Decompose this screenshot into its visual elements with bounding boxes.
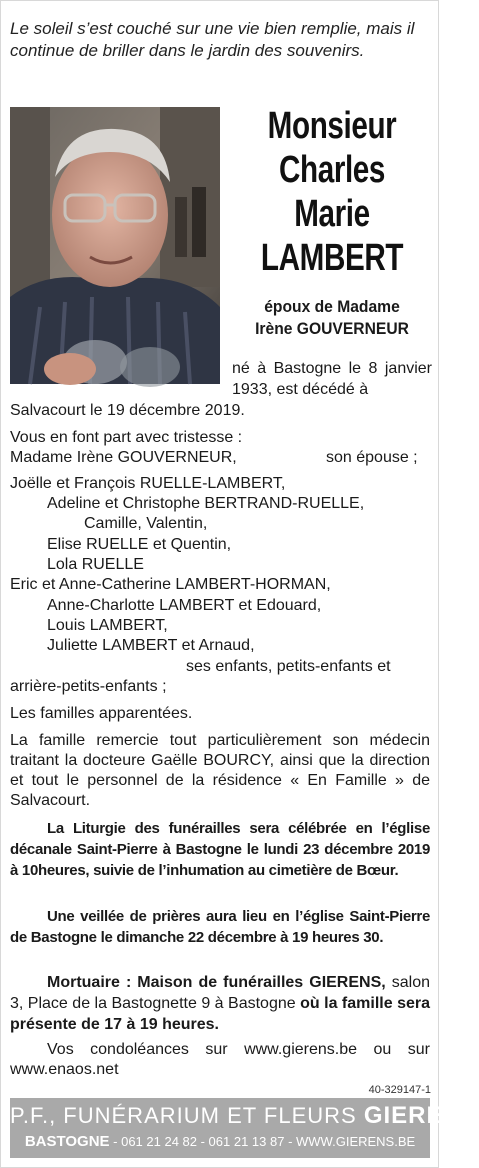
epigraph: Le soleil s’est couché sur une vie bien remplie, mais il continue de briller dans le jardin des souvenirs. (10, 19, 415, 60)
thanks: La famille remercie tout particulièrement son médecin traitant la docteure Gaëlle BOURCY, ainsi que la direction et tout le personnel de la résidence « En Famille » de Salvacourt. (10, 732, 430, 809)
liturgy: La Liturgie des funérailles sera célébrée en l’église décanale Saint-Pierre à Bastogne le lundi 23 décembre 2019 à 10heures, suivie de l’inhumation au cimetière de Bœur. (10, 820, 430, 879)
mortuary-label: Mortuaire : Maison de funérailles GIERENS, (47, 974, 386, 991)
funeral-home-banner (10, 1098, 479, 1158)
spouse-line-2: Irène GOUVERNEUR (255, 319, 409, 338)
family-member: Adeline et Christophe BERTRAND-RUELLE, (47, 495, 365, 512)
banner-contacts: - 061 21 24 82 - 061 21 13 87 - WWW.GIERENS.BE (109, 1134, 416, 1149)
portrait-photo (10, 107, 220, 384)
family-member: Louis LAMBERT, (47, 617, 168, 634)
mortuary (10, 972, 430, 1035)
family-member: Elise RUELLE et Quentin, (47, 536, 232, 553)
name-title: Monsieur (267, 105, 397, 147)
family-member: Lola RUELLE (47, 556, 144, 573)
death-place-date: Salvacourt le 19 décembre 2019. (10, 402, 245, 419)
deceased-name (230, 104, 434, 280)
banner-line-2 (10, 1132, 430, 1152)
banner-line-1 (10, 1102, 479, 1130)
family-member: Juliette LAMBERT et Arnaud, (47, 637, 255, 654)
reference-number: 40-329147-1 (368, 1084, 431, 1096)
name-first: Charles (278, 149, 386, 191)
banner-brand: GIERENS (363, 1102, 479, 1129)
name-middle: Marie (294, 193, 370, 235)
name-last: LAMBERT (260, 237, 404, 279)
family-role: ses enfants, petits-enfants et (186, 658, 391, 675)
spouse-role: son épouse ; (326, 449, 418, 466)
relatives: Les familles apparentées. (10, 705, 193, 722)
family-member: Joëlle et François RUELLE-LAMBERT, (10, 475, 286, 492)
banner-city: BASTOGNE (24, 1133, 110, 1150)
family-member: Anne-Charlotte LAMBERT et Edouard, (47, 597, 322, 614)
family-role-cont: arrière-petits-enfants ; (10, 678, 167, 695)
banner-prefix: P.F., FUNÉRARIUM ET FLEURS (10, 1103, 357, 1128)
condolences: Vos condoléances sur www.gierens.be ou sur www.enaos.net (10, 1041, 430, 1078)
announce-intro: Vous en font part avec tristesse : (10, 429, 243, 446)
family-member: Camille, Valentin, (84, 515, 208, 532)
spouse-name: Madame Irène GOUVERNEUR, (10, 449, 237, 466)
portrait-illustration (10, 107, 220, 384)
family-member: Eric et Anne-Catherine LAMBERT-HORMAN, (10, 576, 331, 593)
spouse-line-1: époux de Madame (264, 297, 400, 316)
spouse-of (230, 296, 434, 340)
mortuary-address: salon 3, Place de la Bastognette 9 à Bastogne (10, 974, 430, 1012)
birth-death-info: né à Bastogne le 8 janvier 1933, est décédé à (232, 360, 432, 398)
vigil: Une veillée de prières aura lieu en l’église Saint-Pierre de Bastogne le dimanche 22 décembre à 19 heures 30. (10, 908, 430, 946)
mortuary-hours: où la famille sera présente de 17 à 19 heures. (10, 995, 430, 1033)
